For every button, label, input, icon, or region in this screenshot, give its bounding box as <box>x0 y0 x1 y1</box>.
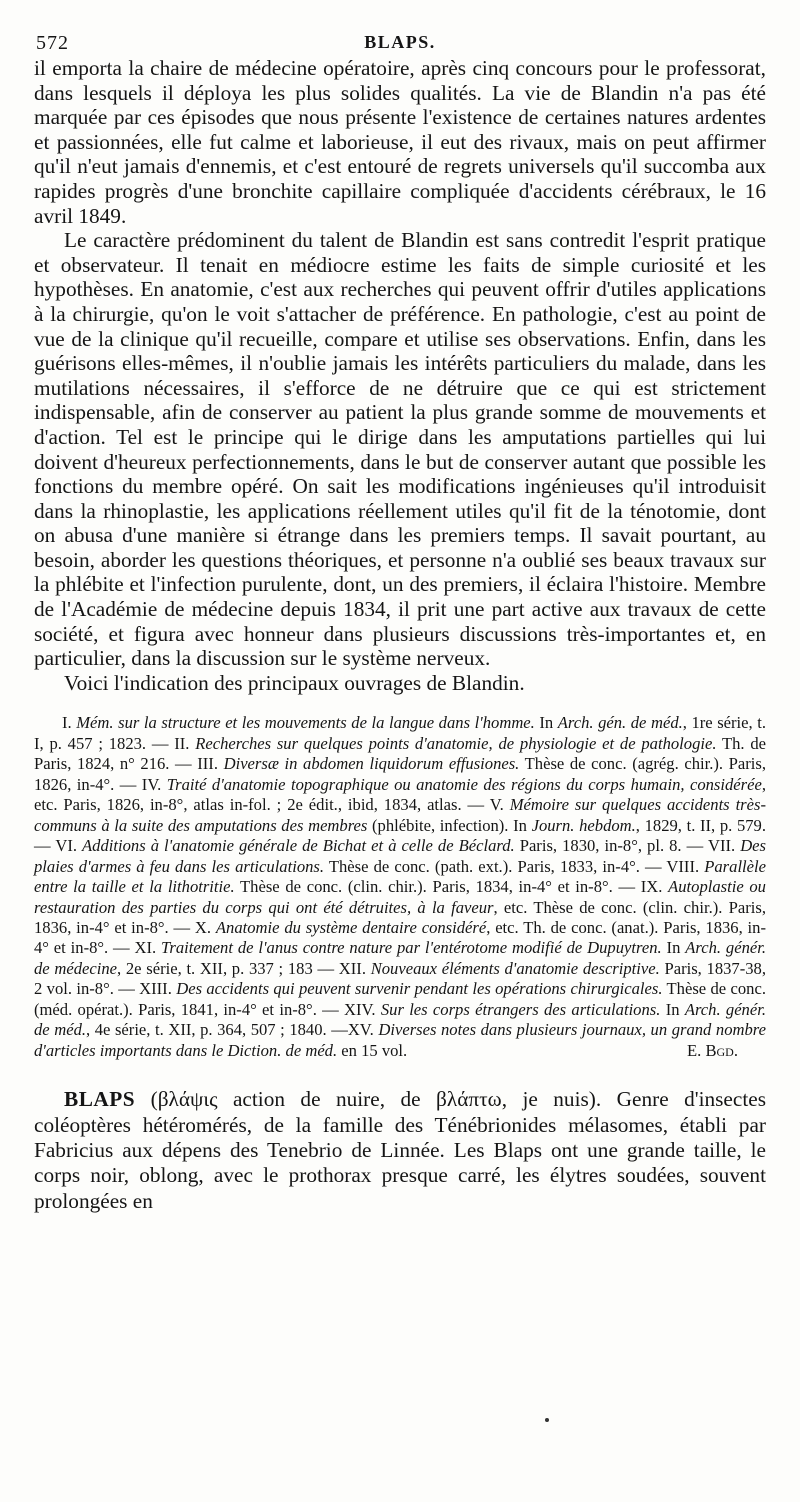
ref-segment: Des plaies d'armes à feu dans les articulations. <box>34 836 767 876</box>
ref-segment: Traitement de l'anus contre nature par l'entérotome modifié de Dupuytren. <box>161 938 662 958</box>
ref-segment: In <box>661 938 686 958</box>
ref-segment: Arch. génér. de méd. <box>34 999 766 1040</box>
ref-segment: Des accidents qui peuvent survenir pendant les opérations chirurgicales. <box>176 979 663 999</box>
ref-segment: , etc. Paris, 1826, in-8°, atlas in-fol. ; 2e édit., ibid, 1834, atlas. — V. <box>34 774 767 815</box>
ref-segment: Autoplastie ou restauration des parties du corps qui ont été détruites, à la faveur <box>34 877 766 917</box>
ref-segment: , 1re série, t. I, p. 457 ; 1823. — II. <box>34 713 766 753</box>
ref-segment: Mém. sur la structure et les mouvements de la langue dans l'homme. <box>76 713 535 733</box>
ref-segment: Sur les corps étrangers des articulations. <box>380 999 661 1019</box>
ref-segment: Thèse de conc. (clin. chir.). Paris, 1834, in-4° et in-8°. — IX. <box>234 877 669 897</box>
ref-segment: (phlébite, infection). In <box>367 815 532 835</box>
ref-segment: , 2e série, t. XII, p. 337 ; 183 — XII. <box>117 958 371 978</box>
ref-segment: Journ. hebdom. <box>531 815 636 835</box>
ref-segment: Anatomie du système dentaire considéré <box>215 917 487 937</box>
ref-segment: , 1829, t. II, p. 579. — VI. <box>34 815 766 856</box>
print-speck <box>545 1418 549 1422</box>
page-number: 572 <box>36 32 69 54</box>
ref-segment: Paris, 1837-38, 2 vol. in-8°. — XIII. <box>34 958 766 999</box>
ref-segment: Nouveaux éléments d'anatomie descriptive. <box>370 958 660 978</box>
paragraph-3: Voici l'indication des principaux ouvrages de Blandin. <box>64 670 525 695</box>
ref-segment: , etc. Thèse de conc. (clin. chir.). Paris, 1836, in-4° et in-8°. — X. <box>34 897 766 937</box>
bibliography <box>34 713 766 1061</box>
page-header <box>34 28 766 56</box>
running-title: BLAPS. <box>364 32 436 52</box>
paragraph-2: Le caractère prédominent du talent de Blandin est sans contredit l'esprit pratique et observateur. Il tenait en médiocre estime les faits de simple curiosité et les hypothèses. En anatomie, c'est aux recherches qui peuvent offrir d'utiles applications à la chirurgie, qu'on le voit s'attacher de préférence. En pathologie, c'est au point de vue de la clinique qu'il recueille, compare et utilise ses observations. Enfin, dans les guérisons elles-mêmes, il n'oublie jamais les intérêts particuliers du malade, dans les mutilations nécessaires, il s'efforce de ne détruire que ce qui est strictement indispensable, afin de conserver au patient la plus grande somme de mouvements et d'action. Tel est le principe qui le dirige dans les amputations partielles qui lui doivent d'heureux perfectionnements, dans le but de conserver autant que possible les fonctions du membre opéré. On sait les modifications ingénieuses qu'il introduisit dans la rhinoplastie, les applications réellement utiles qu'il fit de la ténotomie, dont on abusa d'une manière si étrange dans les premiers temps. Il savait pourtant, au besoin, aborder les questions théoriques, et personne n'a oublié ses beaux travaux sur la phlébite et l'infection purulente, dont, un des premiers, il éclaira l'histoire. Membre de l'Académie de médecine depuis 1834, il prit une part active aux travaux de cette société, et figura avec honneur dans plusieurs discussions très-importantes et, en particulier, dans la discussion sur le système nerveux. <box>34 228 766 671</box>
ref-segment: In <box>660 999 685 1019</box>
ref-segment: Thèse de conc. (méd. opérat.). Paris, 1841, in-4° et in-8°. — XIV. <box>34 979 766 1019</box>
page <box>34 28 766 1214</box>
ref-segment: Traité d'anatomie topographique ou anatomie des régions du corps humain, considérée <box>166 774 762 794</box>
bibliography-text <box>34 713 766 1061</box>
ref-segment: Thèse de conc. (agrég. chir.). Paris, 1826, in-4°. — IV. <box>34 754 766 794</box>
ref-segment: Th. de Paris, 1824, n° 216. — III. <box>34 733 766 774</box>
ref-segment: Additions à l'anatomie générale de Bichat et à celle de Béclard. <box>82 836 515 856</box>
ref-segment: Diversæ in abdomen liquidorum effusiones. <box>223 754 520 774</box>
ref-segment: In <box>534 713 558 733</box>
ref-segment: Thèse de conc. (path. ext.). Paris, 1833, in-4°. — VIII. <box>324 856 705 876</box>
ref-segment: en 15 vol. <box>337 1040 408 1060</box>
ref-segment: Arch. génér. de médecine <box>34 938 767 978</box>
blaps-entry <box>34 1087 766 1214</box>
ref-segment: Diverses notes dans plusieurs journaux, un grand nombre d'articles importants dans le Diction. de méd. <box>34 1020 767 1060</box>
ref-segment: Paris, 1830, in-8°, pl. 8. — VII. <box>514 836 741 856</box>
entry-headword: BLAPS <box>64 1087 136 1112</box>
ref-segment: Parallèle entre la taille et la lithotritie. <box>34 856 766 897</box>
paragraph-1: il emporta la chaire de médecine opératoire, après cinq concours pour le professorat, dans lesquels il déploya les plus solides qualités. La vie de Blandin n'a pas été marquée par ces épisodes que nous présente l'existence de certaines natures ardentes et passionnées, elle fut calme et laborieuse, il eut des rivaux, mais on peut affirmer qu'il n'eut jamais d'ennemis, et c'est entouré de regrets universels qu'il succomba aux rapides progrès d'une bronchite capillaire compliquée d'accidents cérébraux, le 16 avril 1849. <box>34 56 766 228</box>
ref-segment: , 4e série, t. XII, p. 364, 507 ; 1840. —XV. <box>86 1020 379 1040</box>
main-text <box>34 56 766 695</box>
ref-segment: Mémoire sur quelques accidents très-communs à la suite des amputations des membres <box>34 795 766 835</box>
ref-segment: Arch. gén. de méd. <box>557 713 683 733</box>
ref-segment: Recherches sur quelques points d'anatomie, de physiologie et de pathologie. <box>195 733 717 753</box>
author-signature: E. Bgd. <box>687 1040 738 1060</box>
entry-text: (βλάψις action de nuire, de βλάπτω, je nuis). Genre d'insectes coléoptères hétéromérés, de la famille des Ténébrionides mélasomes, établi par Fabricius aux dépens des Tenebrio de Linnée. Les Blaps ont une grande taille, le corps noir, oblong, avec le prothorax presque carré, les élytres soudées, souvent prolongées en <box>34 1087 766 1213</box>
ref-segment: , etc. Th. de conc. (anat.). Paris, 1836, in-4° et in-8°. — XI. <box>34 917 766 958</box>
ref-segment: I. <box>62 713 77 733</box>
